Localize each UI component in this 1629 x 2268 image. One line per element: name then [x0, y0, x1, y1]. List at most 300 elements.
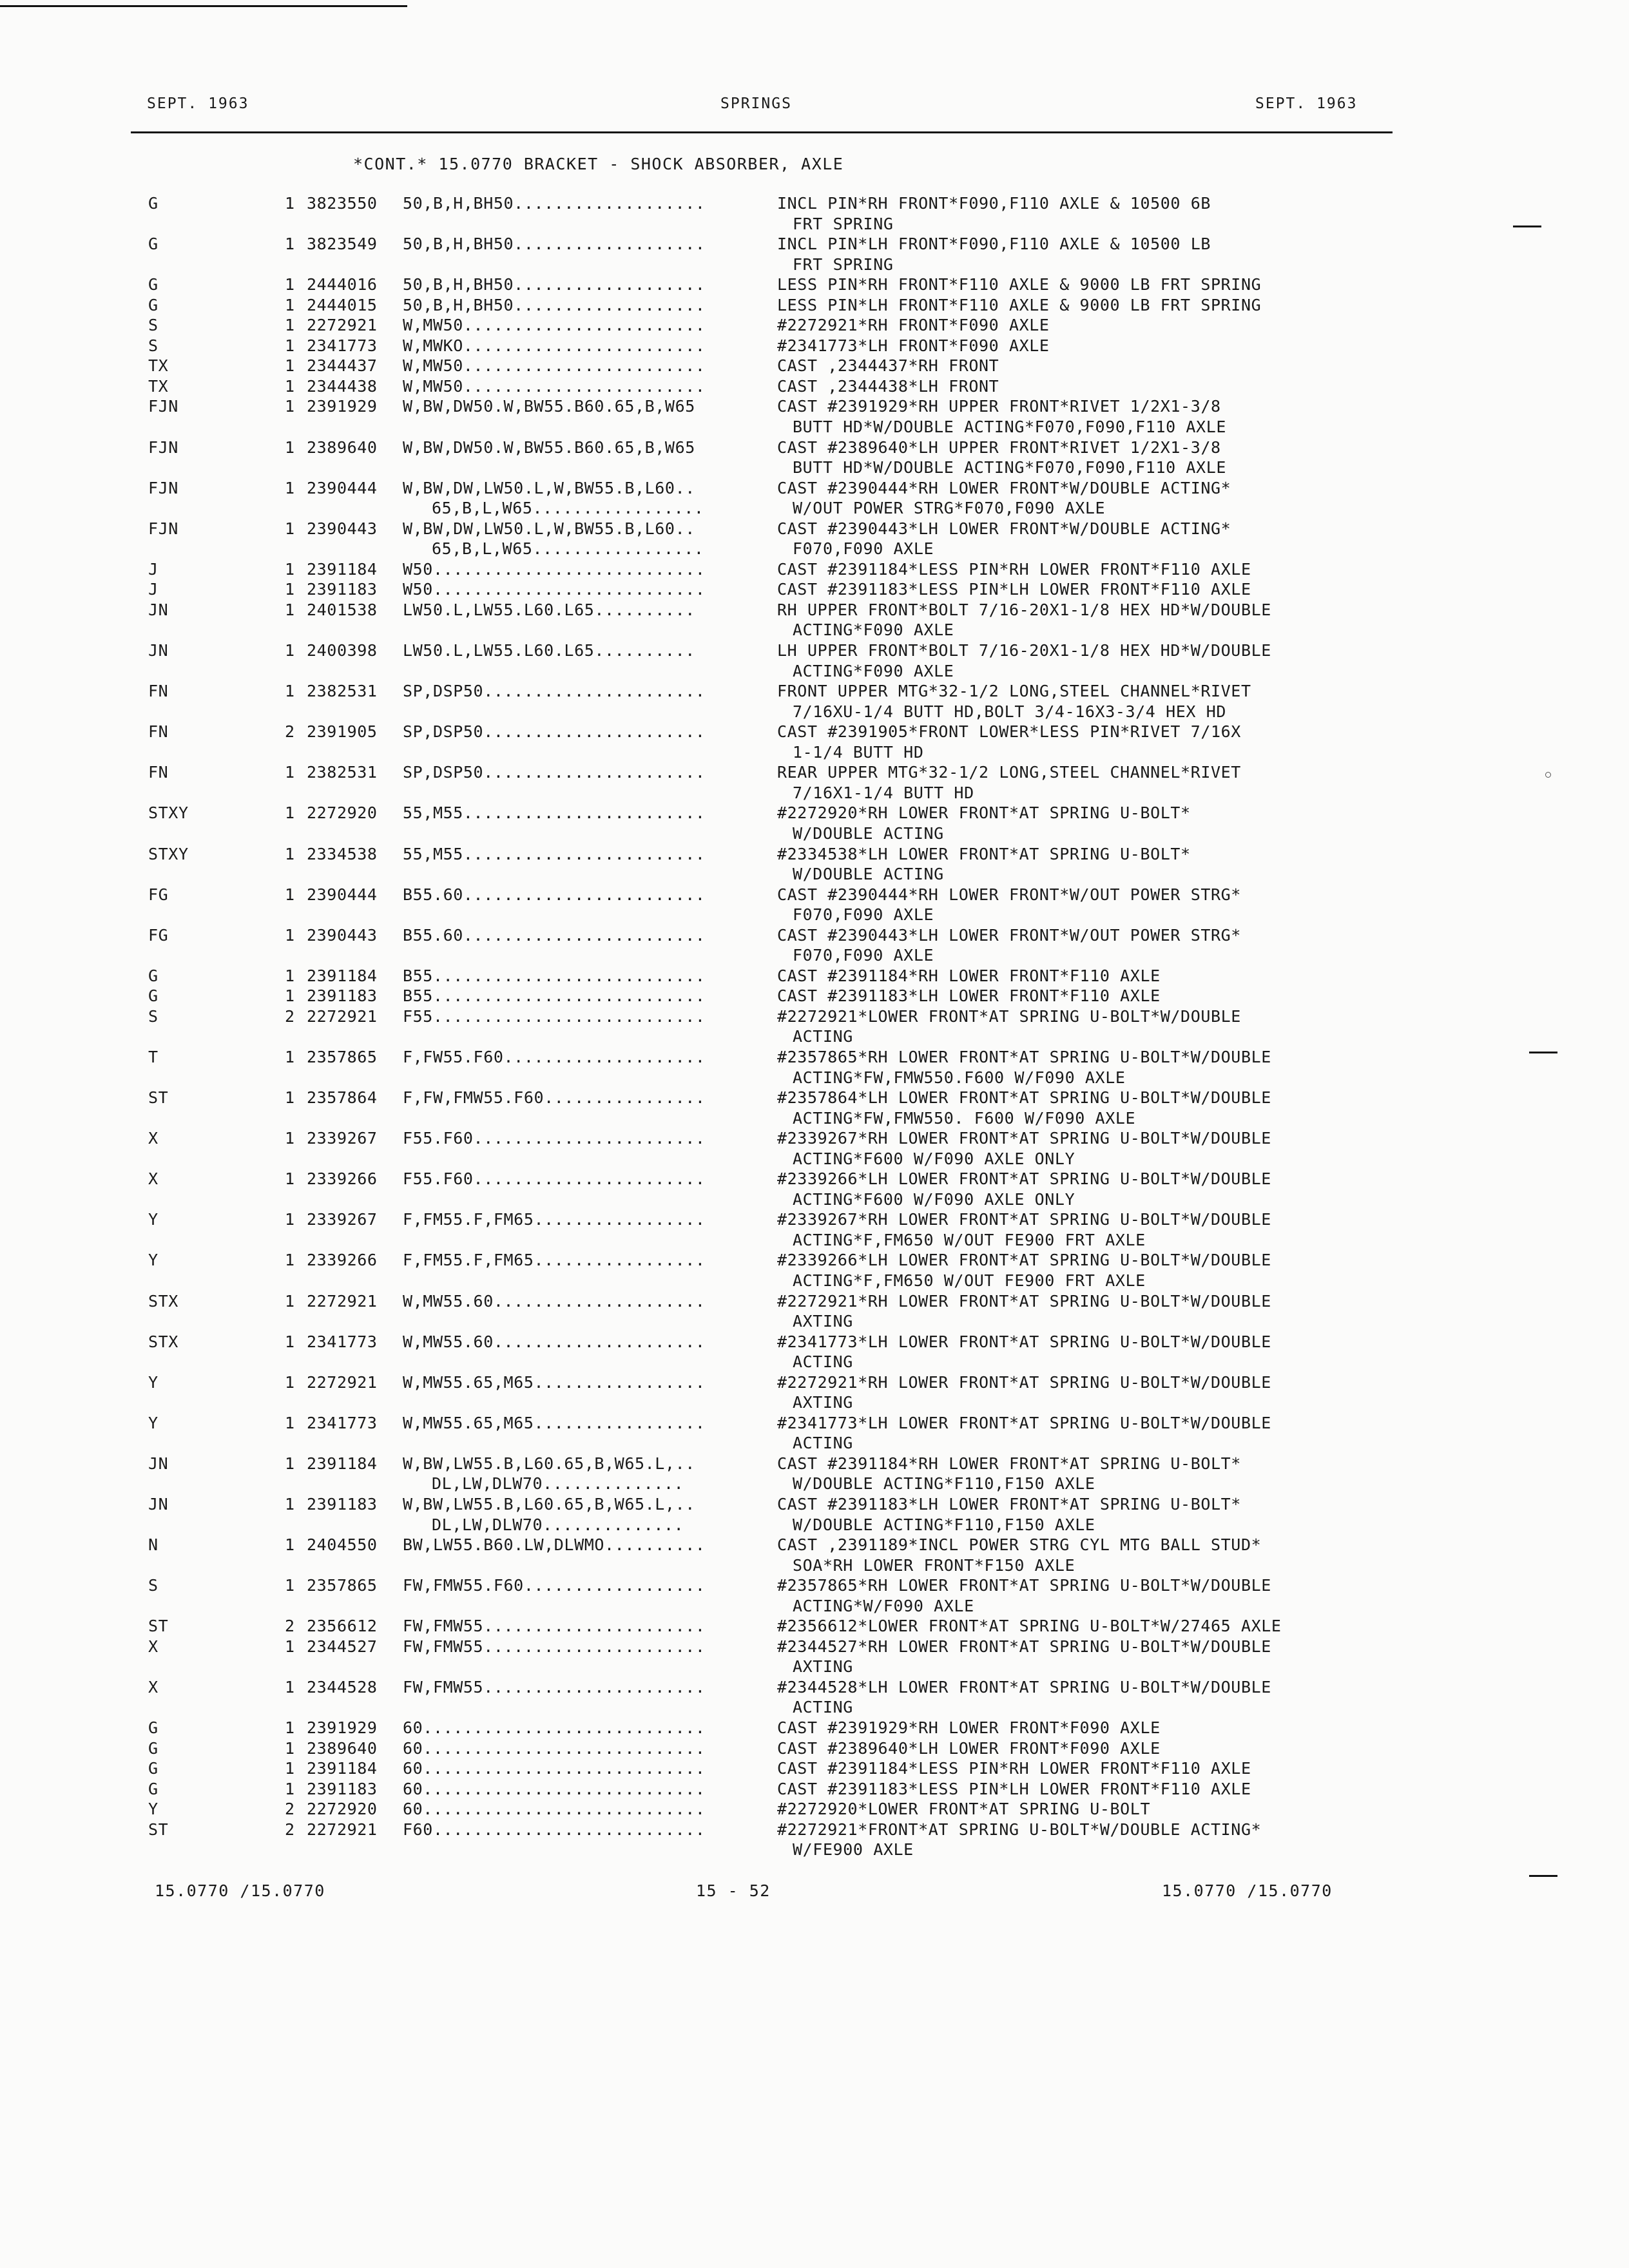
model-list: W,MW55.65,M65.................	[403, 1413, 706, 1432]
series-code: G	[148, 1779, 159, 1798]
description: LESS PIN*LH FRONT*F110 AXLE & 9000 LB FRT SPRING	[777, 295, 1262, 314]
part-number: 2272921	[307, 1291, 378, 1311]
list-item-line	[0, 376, 1629, 397]
list-item-line	[0, 681, 1629, 702]
part-number: 2391929	[307, 1718, 378, 1738]
description-continued: ACTING*F,FM650 W/OUT FE900 FRT AXLE	[793, 1271, 1146, 1290]
quantity: 2	[285, 1800, 295, 1819]
list-item-line	[0, 1596, 1629, 1617]
quantity: 1	[285, 356, 295, 376]
quantity: 1	[285, 1332, 295, 1351]
quantity: 1	[285, 376, 295, 396]
quantity: 1	[285, 986, 295, 1006]
quantity: 1	[285, 275, 295, 294]
list-item-line	[0, 986, 1629, 1006]
list-item-line	[0, 1657, 1629, 1677]
part-number: 2391184	[307, 559, 378, 579]
description: #2272921*LOWER FRONT*AT SPRING U-BOLT*W/DOUBLE	[777, 1006, 1241, 1026]
quantity: 2	[285, 1006, 295, 1026]
model-list: W,MW50........................	[403, 356, 706, 376]
description: #2272921*RH LOWER FRONT*AT SPRING U-BOLT*W/DOUBLE	[777, 1291, 1271, 1311]
part-number: 2334538	[307, 844, 378, 863]
description: CAST #2391184*RH LOWER FRONT*AT SPRING U-BOLT*	[777, 1454, 1241, 1473]
model-list: F55.F60.......................	[403, 1169, 706, 1189]
list-item-line	[0, 295, 1629, 316]
description-continued: ACTING	[793, 1027, 853, 1046]
quantity: 1	[285, 1047, 295, 1066]
list-item-line	[0, 1271, 1629, 1291]
description-continued: W/OUT POWER STRG*F070,F090 AXLE	[793, 499, 1106, 518]
list-item-line	[0, 1311, 1629, 1332]
list-item-line	[0, 1474, 1629, 1494]
list-item-line	[0, 519, 1629, 539]
list-item-line	[0, 539, 1629, 559]
series-code: Y	[148, 1413, 159, 1432]
part-number: 2344438	[307, 376, 378, 396]
quantity: 1	[285, 1677, 295, 1696]
series-code: G	[148, 966, 159, 985]
series-code: S	[148, 336, 159, 355]
list-item-line	[0, 1392, 1629, 1413]
description-continued: ACTING*F600 W/F090 AXLE ONLY	[793, 1189, 1075, 1209]
description-continued: 7/16XU-1/4 BUTT HD,BOLT 3/4-16X3-3/4 HEX HD	[793, 702, 1227, 721]
list-item-line	[0, 1535, 1629, 1555]
model-list: BW,LW55.B60.LW,DLWMO..........	[403, 1535, 706, 1555]
quantity: 1	[285, 1637, 295, 1656]
model-list: 60............................	[403, 1800, 706, 1819]
series-code: JN	[148, 641, 169, 660]
part-number: 2339266	[307, 1169, 378, 1189]
list-item-line	[0, 478, 1629, 499]
model-list-continued: DL,LW,DLW70..............	[432, 1515, 684, 1534]
part-number: 2444015	[307, 295, 378, 314]
description-continued: W/FE900 AXLE	[793, 1840, 914, 1860]
series-code: TX	[148, 356, 169, 376]
quantity: 1	[285, 295, 295, 314]
model-list: SP,DSP50......................	[403, 682, 706, 701]
series-code: FJN	[148, 437, 178, 457]
model-list-continued: DL,LW,DLW70..............	[432, 1474, 684, 1494]
description-continued: ACTING*FW,FMW550. F600 W/F090 AXLE	[793, 1108, 1136, 1128]
part-number: 2391183	[307, 986, 378, 1006]
list-item-line	[0, 966, 1629, 986]
model-list: W,MW50........................	[403, 316, 706, 335]
quantity: 1	[285, 600, 295, 619]
description: RH UPPER FRONT*BOLT 7/16-20X1-1/8 HEX HD*W/DOUBLE	[777, 600, 1271, 619]
part-number: 2341773	[307, 1332, 378, 1351]
description: CAST #2389640*LH UPPER FRONT*RIVET 1/2X1-3/8	[777, 437, 1221, 457]
list-item-line	[0, 214, 1629, 235]
model-list: 60............................	[403, 1718, 706, 1738]
description-continued: BUTT HD*W/DOUBLE ACTING*F070,F090,F110 AXLE	[793, 418, 1227, 437]
description-continued: BUTT HD*W/DOUBLE ACTING*F070,F090,F110 AXLE	[793, 458, 1227, 477]
description-continued: W/DOUBLE ACTING*F110,F150 AXLE	[793, 1515, 1095, 1534]
description-continued: F070,F090 AXLE	[793, 905, 934, 925]
description: LH UPPER FRONT*BOLT 7/16-20X1-1/8 HEX HD*W/DOUBLE	[777, 641, 1271, 660]
model-list-continued: 65,B,L,W65.................	[432, 539, 704, 559]
quantity: 1	[285, 885, 295, 904]
series-code: FJN	[148, 397, 178, 416]
model-list: FW,FMW55......................	[403, 1677, 706, 1696]
part-number: 2356612	[307, 1617, 378, 1636]
part-number: 2272921	[307, 1006, 378, 1026]
list-item-line	[0, 600, 1629, 620]
description-continued: 1-1/4 BUTT HD	[793, 742, 924, 762]
quantity: 2	[285, 722, 295, 742]
part-number: 2357865	[307, 1576, 378, 1595]
part-number: 2391183	[307, 1779, 378, 1798]
quantity: 1	[285, 682, 295, 701]
list-item-line	[0, 620, 1629, 640]
list-item-line	[0, 1372, 1629, 1393]
part-number: 2391183	[307, 580, 378, 599]
part-number: 2400398	[307, 641, 378, 660]
part-number: 2357865	[307, 1047, 378, 1066]
quantity: 1	[285, 1576, 295, 1595]
series-code: J	[148, 580, 159, 599]
model-list: F,FW,FMW55.F60................	[403, 1088, 706, 1108]
quantity: 1	[285, 559, 295, 579]
description-continued: ACTING*F090 AXLE	[793, 620, 954, 640]
list-item-line	[0, 1637, 1629, 1657]
model-list: 55,M55........................	[403, 844, 706, 863]
quantity: 1	[285, 1454, 295, 1473]
part-number: 2341773	[307, 336, 378, 355]
list-item-line	[0, 742, 1629, 763]
series-code: G	[148, 986, 159, 1006]
description: INCL PIN*LH FRONT*F090,F110 AXLE & 10500 LB	[777, 235, 1211, 254]
model-list: 60............................	[403, 1779, 706, 1798]
model-list: W,MW55.60.....................	[403, 1332, 706, 1351]
model-list: W,MW55.60.....................	[403, 1291, 706, 1311]
description: #2357865*RH LOWER FRONT*AT SPRING U-BOLT*W/DOUBLE	[777, 1047, 1271, 1066]
description-continued: AXTING	[793, 1657, 853, 1677]
model-list: F,FW55.F60....................	[403, 1047, 706, 1066]
part-number: 2390443	[307, 925, 378, 945]
list-item-line	[0, 274, 1629, 295]
description: #2357865*RH LOWER FRONT*AT SPRING U-BOLT*W/DOUBLE	[777, 1576, 1271, 1595]
description: CAST #2391929*RH LOWER FRONT*F090 AXLE	[777, 1718, 1161, 1738]
list-item-line	[0, 1413, 1629, 1434]
description: CAST #2390443*LH LOWER FRONT*W/OUT POWER STRG*	[777, 925, 1241, 945]
list-item-line	[0, 1006, 1629, 1027]
description-continued: ACTING*F600 W/F090 AXLE ONLY	[793, 1149, 1075, 1168]
model-list: 50,B,H,BH50...................	[403, 194, 706, 213]
description: CAST #2391184*LESS PIN*RH LOWER FRONT*F110 AXLE	[777, 559, 1251, 579]
model-list: 50,B,H,BH50...................	[403, 235, 706, 254]
description: CAST #2391929*RH UPPER FRONT*RIVET 1/2X1-3/8	[777, 397, 1221, 416]
quantity: 1	[285, 1413, 295, 1432]
list-item-line	[0, 457, 1629, 478]
model-list: W,BW,DW50.W,BW55.B60.65,B,W65	[403, 397, 695, 416]
list-item-line	[0, 1230, 1629, 1251]
description: #2272920*LOWER FRONT*AT SPRING U-BOLT	[777, 1800, 1151, 1819]
description-continued: W/DOUBLE ACTING	[793, 865, 944, 884]
margin-dot	[1545, 772, 1551, 778]
description: LESS PIN*RH FRONT*F110 AXLE & 9000 LB FRT SPRING	[777, 275, 1262, 294]
description: CAST ,2344437*RH FRONT	[777, 356, 999, 376]
series-code: Y	[148, 1372, 159, 1392]
quantity: 1	[285, 478, 295, 497]
series-code: FN	[148, 682, 169, 701]
list-item-line	[0, 640, 1629, 661]
series-code: G	[148, 1718, 159, 1738]
list-item-line	[0, 315, 1629, 336]
quantity: 1	[285, 1169, 295, 1189]
part-number: 2390444	[307, 885, 378, 904]
description: CAST #2391905*FRONT LOWER*LESS PIN*RIVET 7/16X	[777, 722, 1241, 742]
description: #2356612*LOWER FRONT*AT SPRING U-BOLT*W/27465 AXLE	[777, 1617, 1282, 1636]
series-code: STXY	[148, 803, 189, 823]
part-number: 2272921	[307, 1372, 378, 1392]
list-item-line	[0, 1616, 1629, 1637]
series-code: G	[148, 295, 159, 314]
series-code: JN	[148, 600, 169, 619]
model-list: W,BW,LW55.B,L60.65,B,W65.L,..	[403, 1454, 695, 1473]
description-continued: ACTING*F090 AXLE	[793, 661, 954, 680]
part-number: 2390443	[307, 519, 378, 538]
series-code: Y	[148, 1210, 159, 1229]
description-continued: SOA*RH LOWER FRONT*F150 AXLE	[793, 1555, 1075, 1575]
model-list: 60............................	[403, 1738, 706, 1758]
list-item-line	[0, 1758, 1629, 1779]
list-item-line	[0, 1820, 1629, 1840]
part-number: 2382531	[307, 682, 378, 701]
header-date-left: SEPT. 1963	[147, 95, 249, 112]
quantity: 2	[285, 1617, 295, 1636]
series-code: S	[148, 316, 159, 335]
list-item-line	[0, 498, 1629, 519]
scan-edge-bar	[0, 5, 407, 7]
header-rule	[131, 131, 1393, 133]
part-number: 2339267	[307, 1129, 378, 1148]
list-item-line	[0, 1555, 1629, 1576]
description: CAST #2390443*LH LOWER FRONT*W/DOUBLE ACTING*	[777, 519, 1231, 538]
description: CAST #2390444*RH LOWER FRONT*W/OUT POWER STRG*	[777, 885, 1241, 904]
description: INCL PIN*RH FRONT*F090,F110 AXLE & 10500 6B	[777, 194, 1211, 213]
quantity: 1	[285, 1129, 295, 1148]
model-list: W,MWKO........................	[403, 336, 706, 355]
quantity: 1	[285, 316, 295, 335]
list-item-line	[0, 844, 1629, 865]
list-item-line	[0, 1108, 1629, 1129]
part-number: 2272920	[307, 803, 378, 823]
quantity: 1	[285, 397, 295, 416]
description: #2272921*FRONT*AT SPRING U-BOLT*W/DOUBLE ACTING*	[777, 1820, 1262, 1839]
quantity: 1	[285, 925, 295, 945]
quantity: 1	[285, 1759, 295, 1778]
list-item-line	[0, 1189, 1629, 1210]
quantity: 1	[285, 1535, 295, 1555]
quantity: 1	[285, 580, 295, 599]
description-continued: ACTING*F,FM650 W/OUT FE900 FRT AXLE	[793, 1230, 1146, 1249]
description: #2344528*LH LOWER FRONT*AT SPRING U-BOLT*W/DOUBLE	[777, 1677, 1271, 1696]
list-item-line	[0, 661, 1629, 682]
part-number: 2391905	[307, 722, 378, 742]
part-number: 3823550	[307, 194, 378, 213]
description-continued: ACTING*FW,FMW550.F600 W/F090 AXLE	[793, 1068, 1126, 1087]
description: CAST #2390444*RH LOWER FRONT*W/DOUBLE ACTING*	[777, 478, 1231, 497]
list-item-line	[0, 255, 1629, 275]
quantity: 1	[285, 1251, 295, 1270]
model-list: W,BW,DW,LW50.L,W,BW55.B,L60..	[403, 478, 695, 497]
model-list: FW,FMW55......................	[403, 1617, 706, 1636]
description-continued: ACTING	[793, 1352, 853, 1372]
part-number: 2391184	[307, 1454, 378, 1473]
description-continued: W/DOUBLE ACTING*F110,F150 AXLE	[793, 1474, 1095, 1494]
quantity: 1	[285, 1718, 295, 1738]
description: #2339267*RH LOWER FRONT*AT SPRING U-BOLT*W/DOUBLE	[777, 1210, 1271, 1229]
part-number: 2404550	[307, 1535, 378, 1555]
series-code: FJN	[148, 519, 178, 538]
model-list: SP,DSP50......................	[403, 722, 706, 742]
series-code: ST	[148, 1617, 169, 1636]
description-continued: W/DOUBLE ACTING	[793, 823, 944, 843]
series-code: S	[148, 1006, 159, 1026]
series-code: G	[148, 1759, 159, 1778]
series-code: X	[148, 1129, 159, 1148]
description: CAST #2391183*LH LOWER FRONT*AT SPRING U-BOLT*	[777, 1495, 1241, 1514]
model-list: W,BW,LW55.B,L60.65,B,W65.L,..	[403, 1495, 695, 1514]
series-code: N	[148, 1535, 159, 1555]
description: FRONT UPPER MTG*32-1/2 LONG,STEEL CHANNEL*RIVET	[777, 682, 1251, 701]
description-continued: AXTING	[793, 1393, 853, 1412]
part-number: 2390444	[307, 478, 378, 497]
section-title: *CONT.* 15.0770 BRACKET - SHOCK ABSORBER, AXLE	[353, 155, 844, 173]
part-number: 2391183	[307, 1495, 378, 1514]
part-number: 2272920	[307, 1800, 378, 1819]
quantity: 1	[285, 235, 295, 254]
quantity: 1	[285, 763, 295, 782]
margin-tick	[1529, 1875, 1557, 1877]
description: CAST #2391183*LESS PIN*LH LOWER FRONT*F110 AXLE	[777, 580, 1251, 599]
description: CAST #2391184*LESS PIN*RH LOWER FRONT*F110 AXLE	[777, 1759, 1251, 1778]
model-list: SP,DSP50......................	[403, 763, 706, 782]
list-item-line	[0, 905, 1629, 925]
list-item-line	[0, 437, 1629, 458]
description: #2272921*RH LOWER FRONT*AT SPRING U-BOLT*W/DOUBLE	[777, 1372, 1271, 1392]
model-list: 50,B,H,BH50...................	[403, 275, 706, 294]
model-list: W,MW55.65,M65.................	[403, 1372, 706, 1392]
series-code: Y	[148, 1800, 159, 1819]
part-number: 2341773	[307, 1413, 378, 1432]
description: CAST #2391183*LH LOWER FRONT*F110 AXLE	[777, 986, 1161, 1006]
description: #2339266*LH LOWER FRONT*AT SPRING U-BOLT*W/DOUBLE	[777, 1251, 1271, 1270]
list-item-line	[0, 885, 1629, 905]
header-date-right: SEPT. 1963	[1255, 95, 1358, 112]
part-number: 3823549	[307, 235, 378, 254]
list-item-line	[0, 1128, 1629, 1149]
list-item-line	[0, 1068, 1629, 1088]
model-list: B55...........................	[403, 966, 706, 985]
part-number: 2339267	[307, 1210, 378, 1229]
quantity: 1	[285, 1210, 295, 1229]
series-code: T	[148, 1047, 159, 1066]
model-list: W50...........................	[403, 580, 706, 599]
model-list: F60...........................	[403, 1820, 706, 1839]
description: CAST ,2344438*LH FRONT	[777, 376, 999, 396]
part-number: 2444016	[307, 275, 378, 294]
part-number: 2339266	[307, 1251, 378, 1270]
model-list: 55,M55........................	[403, 803, 706, 823]
list-item-line	[0, 1697, 1629, 1718]
model-list: W50...........................	[403, 559, 706, 579]
series-code: FN	[148, 763, 169, 782]
model-list: FW,FMW55.F60..................	[403, 1576, 706, 1595]
list-item-line	[0, 1718, 1629, 1738]
quantity: 1	[285, 1372, 295, 1392]
list-item-line	[0, 1454, 1629, 1474]
description: CAST ,2391189*INCL POWER STRG CYL MTG BALL STUD*	[777, 1535, 1262, 1555]
model-list-continued: 65,B,L,W65.................	[432, 499, 704, 518]
quantity: 1	[285, 194, 295, 213]
margin-tick	[1529, 1052, 1557, 1053]
parts-list	[0, 193, 1629, 1860]
list-item-line	[0, 1433, 1629, 1454]
part-number: 2272921	[307, 316, 378, 335]
quantity: 1	[285, 519, 295, 538]
description-continued: F070,F090 AXLE	[793, 539, 934, 559]
description-continued: F070,F090 AXLE	[793, 946, 934, 965]
model-list: 60............................	[403, 1759, 706, 1778]
model-list: B55.60........................	[403, 925, 706, 945]
list-item-line	[0, 925, 1629, 946]
series-code: Y	[148, 1251, 159, 1270]
list-item-line	[0, 1088, 1629, 1108]
list-item-line	[0, 1575, 1629, 1596]
series-code: X	[148, 1169, 159, 1189]
series-code: X	[148, 1637, 159, 1656]
description: CAST #2391184*RH LOWER FRONT*F110 AXLE	[777, 966, 1161, 985]
list-item-line	[0, 1494, 1629, 1515]
list-item-line	[0, 1799, 1629, 1820]
list-item-line	[0, 356, 1629, 376]
list-item-line	[0, 417, 1629, 437]
series-code: TX	[148, 376, 169, 396]
list-item-line	[0, 1149, 1629, 1169]
series-code: FG	[148, 885, 169, 904]
description: #2334538*LH LOWER FRONT*AT SPRING U-BOLT*	[777, 844, 1191, 863]
part-number: 2344527	[307, 1637, 378, 1656]
model-list: B55...........................	[403, 986, 706, 1006]
quantity: 1	[285, 1291, 295, 1311]
description-continued: ACTING*W/F090 AXLE	[793, 1596, 974, 1615]
footer-left: 15.0770 /15.0770	[155, 1881, 325, 1900]
series-code: ST	[148, 1088, 169, 1108]
description-continued: FRT SPRING	[793, 214, 894, 233]
description-continued: ACTING	[793, 1698, 853, 1717]
series-code: FG	[148, 925, 169, 945]
part-number: 2344437	[307, 356, 378, 376]
list-item-line	[0, 722, 1629, 742]
model-list: F55.F60.......................	[403, 1129, 706, 1148]
model-list: 50,B,H,BH50...................	[403, 295, 706, 314]
list-item-line	[0, 1250, 1629, 1271]
description: REAR UPPER MTG*32-1/2 LONG,STEEL CHANNEL*RIVET	[777, 763, 1241, 782]
series-code: STX	[148, 1332, 178, 1351]
description-continued: FRT SPRING	[793, 255, 894, 274]
margin-tick	[1513, 226, 1541, 227]
description-continued: AXTING	[793, 1312, 853, 1331]
series-code: S	[148, 1576, 159, 1595]
description: #2339266*LH LOWER FRONT*AT SPRING U-BOLT*W/DOUBLE	[777, 1169, 1271, 1189]
model-list: W,MW50........................	[403, 376, 706, 396]
list-item-line	[0, 1515, 1629, 1535]
description: #2339267*RH LOWER FRONT*AT SPRING U-BOLT*W/DOUBLE	[777, 1129, 1271, 1148]
description: #2341773*LH LOWER FRONT*AT SPRING U-BOLT*W/DOUBLE	[777, 1413, 1271, 1432]
description: #2272921*RH FRONT*F090 AXLE	[777, 316, 1050, 335]
list-item-line	[0, 234, 1629, 255]
